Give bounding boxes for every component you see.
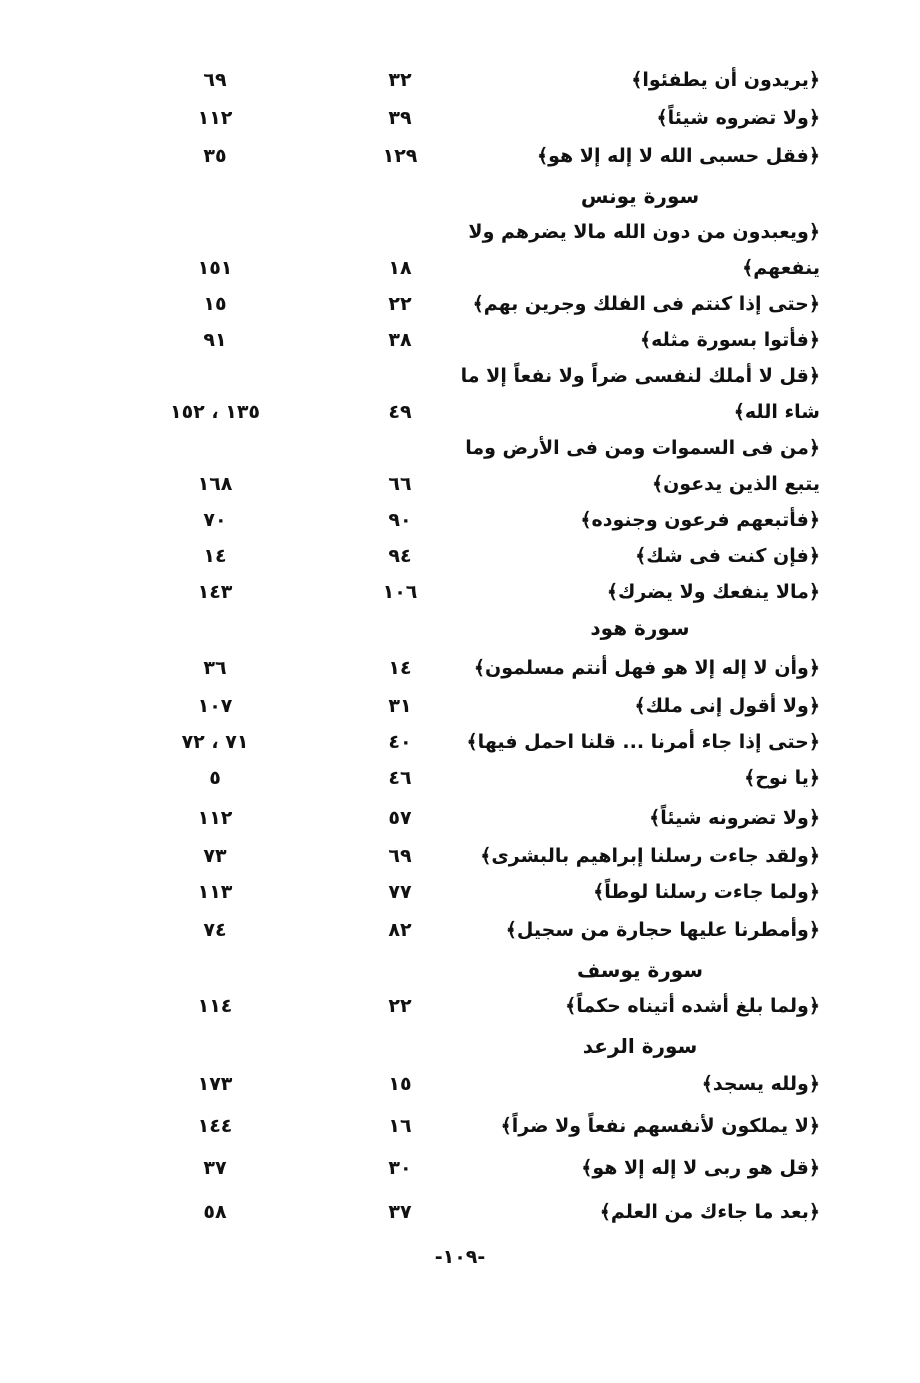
- verse-text: ﴿فإن كنت فى شك﴾: [635, 545, 820, 567]
- page-reference: ١٥١: [197, 257, 233, 279]
- page-reference: ١٦٨: [197, 473, 233, 495]
- page-reference: ٣٦: [203, 657, 227, 679]
- index-row: [0, 100, 920, 136]
- index-row: [0, 688, 920, 724]
- verse-text: ﴿بعد ما جاءك من العلم﴾: [599, 1201, 820, 1223]
- verse-text: ﴿مالا ينفعك ولا يضرك﴾: [606, 581, 820, 603]
- verse-text: ﴿حتى إذا كنتم فى الفلك وجرين بهم﴾: [472, 293, 820, 315]
- verse-text: ﴿ولقد جاءت رسلنا إبراهيم بالبشرى﴾: [480, 845, 820, 867]
- page-reference: ١٠٧: [197, 695, 233, 717]
- verse-text: ﴿فقل حسبى الله لا إله إلا هو﴾: [536, 145, 820, 167]
- page-reference: ٧١ ، ٧٢: [181, 731, 249, 753]
- ayah-number: ٣١: [388, 695, 412, 717]
- index-row: [0, 502, 920, 538]
- ayah-number: ٣٨: [388, 329, 412, 351]
- page-reference: ٧٣: [203, 845, 227, 867]
- index-row: [0, 724, 920, 760]
- ayah-number: ٨٢: [388, 919, 412, 941]
- verse-text: ﴿قل هو ربى لا إله إلا هو﴾: [581, 1157, 820, 1179]
- page-reference: ١١٢: [197, 807, 233, 829]
- ayah-number: ١٨: [388, 257, 412, 279]
- ayah-number: ٤٦: [388, 767, 412, 789]
- page-reference: ٥: [209, 767, 221, 789]
- page-reference: ١١٢: [197, 107, 233, 129]
- index-row: [0, 988, 920, 1024]
- page-reference: ٦٩: [203, 69, 227, 91]
- ayah-number: ٧٧: [388, 881, 412, 903]
- verse-text-line2: شاء الله﴾: [733, 401, 820, 423]
- index-row: [0, 1108, 920, 1144]
- page-reference: ٣٧: [203, 1157, 227, 1179]
- verse-text: ﴿لا يملكون لأنفسهم نفعاً ولا ضراً﴾: [500, 1115, 820, 1137]
- page-reference: ١١٣: [197, 881, 233, 903]
- page-reference: ٧٤: [203, 919, 227, 941]
- verse-text-line2: يتبع الذين يدعون﴾: [651, 473, 820, 495]
- index-row: [0, 430, 920, 502]
- index-row: [0, 800, 920, 836]
- index-row: [0, 1194, 920, 1230]
- surah-heading: سورة يوسف: [576, 958, 704, 982]
- page-reference: ١٤: [203, 545, 227, 567]
- surah-heading: سورة الرعد: [582, 1034, 698, 1058]
- index-row: [0, 214, 920, 286]
- page-reference: ١١٤: [197, 995, 233, 1017]
- index-row: [0, 874, 920, 910]
- verse-text: ﴿فأتبعهم فرعون وجنوده﴾: [580, 509, 820, 531]
- verse-text-line1: ﴿قل لا أملك لنفسى ضراً ولا نفعاً إلا ما: [460, 365, 820, 387]
- index-row: [0, 1150, 920, 1186]
- page-reference: ٩١: [203, 329, 227, 351]
- verse-text: ﴿يريدون أن يطفئوا﴾: [631, 69, 820, 91]
- ayah-number: ٥٧: [388, 807, 412, 829]
- verse-text: ﴿ولما بلغ أشده أتيناه حكماً﴾: [565, 995, 820, 1017]
- index-row: [0, 1066, 920, 1102]
- page-reference: ١٤٤: [197, 1115, 233, 1137]
- ayah-number: ٣٧: [388, 1201, 412, 1223]
- ayah-number: ٦٦: [388, 473, 412, 495]
- verse-text: ﴿ولله يسجد﴾: [701, 1073, 820, 1095]
- ayah-number: ٤٠: [388, 731, 412, 753]
- index-row: [0, 322, 920, 358]
- index-row: [0, 760, 920, 796]
- verse-text: ﴿حتى إذا جاء أمرنا ... قلنا احمل فيها﴾: [466, 731, 820, 753]
- verse-text: ﴿ولما جاءت رسلنا لوطاً﴾: [593, 881, 820, 903]
- index-row: [0, 574, 920, 610]
- ayah-number: ١٤: [388, 657, 412, 679]
- page-reference: ١٤٣: [197, 581, 233, 603]
- index-row: [0, 358, 920, 430]
- index-row: [0, 538, 920, 574]
- index-row: [0, 912, 920, 948]
- ayah-number: ٢٢: [388, 293, 412, 315]
- surah-heading: سورة يونس: [580, 184, 700, 208]
- verse-text-line1: ﴿ويعبدون من دون الله مالا يضرهم ولا: [468, 221, 820, 243]
- index-row: [0, 62, 920, 98]
- page-reference: ٧٠: [203, 509, 227, 531]
- surah-heading: سورة هود: [590, 616, 690, 640]
- page-reference: ٥٨: [203, 1201, 227, 1223]
- verse-text: ﴿يا نوح﴾: [744, 767, 820, 789]
- verse-text-line1: ﴿من فى السموات ومن فى الأرض وما: [465, 437, 820, 459]
- ayah-number: ١٢٩: [382, 145, 418, 167]
- ayah-number: ١٦: [388, 1115, 412, 1137]
- ayah-number: ٩٠: [388, 509, 412, 531]
- page-reference: ٣٥: [203, 145, 227, 167]
- index-row: [0, 286, 920, 322]
- verse-text: ﴿ولا تضرونه شيئاً﴾: [649, 807, 820, 829]
- ayah-number: ٤٩: [388, 401, 412, 423]
- verse-text: ﴿وأن لا إله إلا هو فهل أنتم مسلمون﴾: [473, 657, 820, 679]
- ayah-number: ٦٩: [388, 845, 412, 867]
- ayah-number: ١٥: [388, 1073, 412, 1095]
- page-reference: ١٧٣: [197, 1073, 233, 1095]
- ayah-number: ٣٠: [388, 1157, 412, 1179]
- ayah-number: ٩٤: [388, 545, 412, 567]
- verse-text: ﴿ولا تضروه شيئاً﴾: [656, 107, 820, 129]
- ayah-number: ٢٢: [388, 995, 412, 1017]
- ayah-number: ١٠٦: [382, 581, 418, 603]
- index-row: [0, 838, 920, 874]
- verse-text: ﴿ولا أقول إنى ملك﴾: [634, 695, 820, 717]
- index-row: [0, 138, 920, 174]
- page-reference: ١٥: [203, 293, 227, 315]
- index-row: [0, 650, 920, 686]
- verse-text-line2: ينفعهم﴾: [742, 257, 820, 279]
- ayah-number: ٣٢: [388, 69, 412, 91]
- verse-text: ﴿وأمطرنا عليها حجارة من سجيل﴾: [505, 919, 820, 941]
- page-number: -١٠٩-: [434, 1246, 486, 1268]
- ayah-number: ٣٩: [388, 107, 412, 129]
- verse-text: ﴿فأتوا بسورة مثله﴾: [640, 329, 820, 351]
- page-reference: ١٣٥ ، ١٥٢: [169, 401, 261, 423]
